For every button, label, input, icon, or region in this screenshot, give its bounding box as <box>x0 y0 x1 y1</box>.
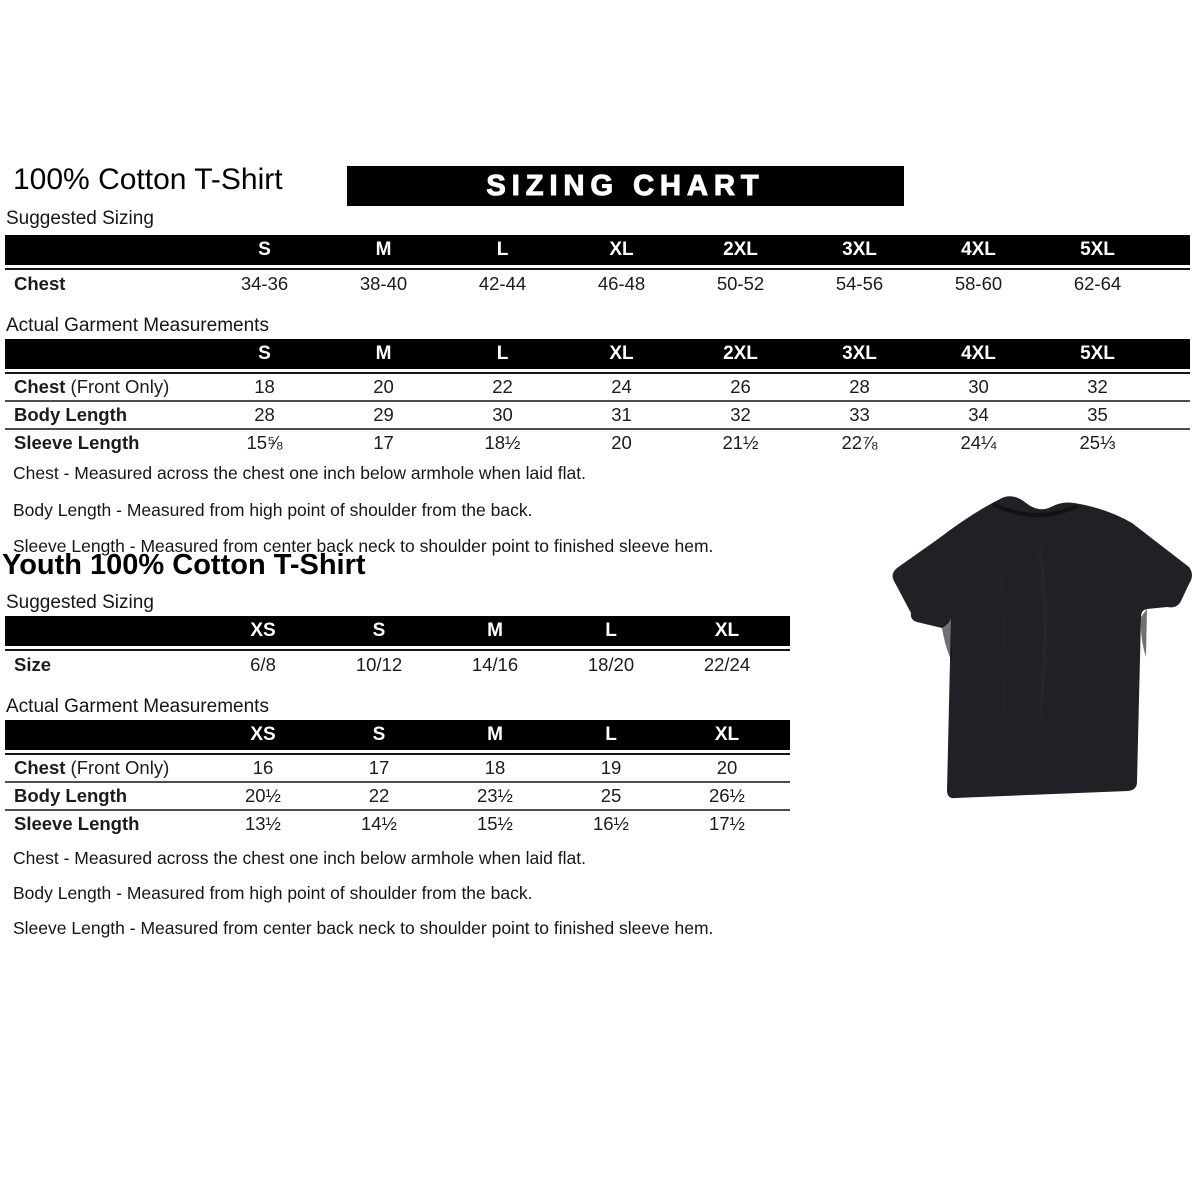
corner-cell <box>5 339 205 372</box>
tshirt-image <box>890 487 1195 805</box>
measurement-note: Chest - Measured across the chest one inch below armhole when laid flat. <box>13 463 586 483</box>
sizing-chart-banner: SIZING CHART <box>347 166 904 206</box>
row-label-suffix: (Front Only) <box>65 757 170 778</box>
table-row <box>5 649 790 678</box>
corner-cell <box>5 235 205 268</box>
size-column-header: 4XL <box>919 339 1038 372</box>
cell: 22/24 <box>669 649 785 678</box>
cell: 35 <box>1038 402 1157 430</box>
cell: 16 <box>205 753 321 783</box>
cell: 19 <box>553 753 669 783</box>
cell: 17 <box>373 432 394 453</box>
pad-cell <box>1157 402 1190 430</box>
cell: 21½ <box>722 432 759 453</box>
cell: 30 <box>443 402 562 430</box>
row-label-text: Sleeve Length <box>14 813 140 834</box>
size-column-header: M <box>324 235 443 268</box>
cell: 29 <box>324 402 443 430</box>
youth-measurement-notes <box>13 841 713 946</box>
adult-garment-table <box>5 339 1190 456</box>
pad-cell <box>1157 372 1190 402</box>
measurement-note: Sleeve Length - Measured from center back neck to shoulder point to finished sleeve hem. <box>13 918 714 938</box>
cell: 32 <box>681 402 800 430</box>
table-row <box>5 783 790 811</box>
cell: 24 <box>562 372 681 402</box>
row-label-suffix: (Front Only) <box>65 376 170 397</box>
pad-cell <box>1157 430 1190 456</box>
header-row <box>5 235 1190 268</box>
size-column-header: XL <box>669 616 785 649</box>
size-column-header: 5XL <box>1038 235 1157 268</box>
size-column-header: 5XL <box>1038 339 1157 372</box>
cell: 18½ <box>484 432 521 453</box>
cell: 42-44 <box>443 268 562 297</box>
adult-suggested-table <box>5 235 1190 297</box>
tshirt-sleeve-shadow-right <box>1141 609 1147 657</box>
measurement-note: Sleeve Length - Measured from center back neck to shoulder point to finished sleeve hem. <box>13 536 714 556</box>
cell: 23½ <box>437 783 553 811</box>
size-column-header: L <box>443 235 562 268</box>
cell: 22⅞ <box>841 432 878 453</box>
row-label <box>5 268 205 297</box>
measurement-note: Body Length - Measured from high point of shoulder from the back. <box>13 883 533 903</box>
table-row <box>5 372 1190 402</box>
cell: 20 <box>669 753 785 783</box>
cell: 17½ <box>708 813 745 834</box>
cell: 25⅓ <box>1079 432 1116 453</box>
table-row <box>5 430 1190 456</box>
header-row <box>5 720 790 753</box>
cell: 14/16 <box>437 649 553 678</box>
cell: 33 <box>800 402 919 430</box>
cell: 20 <box>324 372 443 402</box>
size-column-header: L <box>553 720 669 753</box>
cell: 32 <box>1038 372 1157 402</box>
size-column-header: 2XL <box>681 339 800 372</box>
table-row <box>5 811 790 837</box>
cell: 22 <box>443 372 562 402</box>
cell: 16½ <box>592 813 629 834</box>
cell: 22 <box>321 783 437 811</box>
size-column-header: L <box>553 616 669 649</box>
pad-cell <box>1157 268 1190 297</box>
size-column-header: XL <box>562 235 681 268</box>
table-row <box>5 402 1190 430</box>
size-column-header: XL <box>562 339 681 372</box>
cell: 15⅝ <box>246 432 283 453</box>
size-column-header: XL <box>669 720 785 753</box>
corner-cell <box>5 616 205 649</box>
size-column-header: M <box>324 339 443 372</box>
youth-garment-table <box>5 720 790 837</box>
measurement-note: Chest - Measured across the chest one inch below armhole when laid flat. <box>13 848 586 868</box>
cell: 30 <box>919 372 1038 402</box>
cell: 13½ <box>244 813 281 834</box>
size-column-header: M <box>437 616 553 649</box>
size-column-header: M <box>437 720 553 753</box>
cell: 28 <box>800 372 919 402</box>
cell: 34 <box>919 402 1038 430</box>
size-column-header: XS <box>205 616 321 649</box>
size-column-header: L <box>443 339 562 372</box>
header-row <box>5 616 790 649</box>
tshirt-body-shape <box>893 496 1192 798</box>
cell: 26 <box>681 372 800 402</box>
header-row <box>5 339 1190 372</box>
size-column-header: 3XL <box>800 339 919 372</box>
row-label-text: Chest <box>14 376 66 397</box>
cell: 20 <box>611 432 632 453</box>
adult-suggested-heading: Suggested Sizing <box>6 208 154 229</box>
cell: 17 <box>321 753 437 783</box>
size-column-header: 3XL <box>800 235 919 268</box>
table-row <box>5 268 1190 297</box>
cell: 18 <box>437 753 553 783</box>
row-label <box>5 649 205 678</box>
cell: 26½ <box>669 783 785 811</box>
cell: 14½ <box>360 813 397 834</box>
adult-title: 100% Cotton T-Shirt <box>13 163 283 196</box>
size-column-header: XS <box>205 720 321 753</box>
cell: 34-36 <box>205 268 324 297</box>
size-column-header: 2XL <box>681 235 800 268</box>
cell: 24¼ <box>960 432 997 453</box>
cell: 18 <box>205 372 324 402</box>
size-column-header: S <box>205 235 324 268</box>
row-label <box>5 811 205 837</box>
cell: 28 <box>205 402 324 430</box>
table-row <box>5 753 790 783</box>
cell: 20½ <box>205 783 321 811</box>
row-label-text: Body Length <box>14 404 128 425</box>
pad-cell <box>1157 339 1190 372</box>
row-label-text: Chest <box>14 272 66 294</box>
row-label <box>5 783 205 811</box>
size-column-header: 4XL <box>919 235 1038 268</box>
youth-suggested-table <box>5 616 790 678</box>
cell: 50-52 <box>681 268 800 297</box>
pad-cell <box>785 753 790 783</box>
cell: 58-60 <box>919 268 1038 297</box>
row-label-text: Body Length <box>14 785 128 806</box>
row-label <box>5 372 205 402</box>
cell: 6/8 <box>205 649 321 678</box>
size-column-header: S <box>321 720 437 753</box>
size-column-header: S <box>321 616 437 649</box>
adult-garment-heading: Actual Garment Measurements <box>6 315 269 336</box>
measurement-note: Body Length - Measured from high point of shoulder from the back. <box>13 499 533 520</box>
row-label-text: Chest <box>14 757 66 778</box>
cell: 46-48 <box>562 268 681 297</box>
row-label-text: Size <box>14 653 52 675</box>
pad-cell <box>785 783 790 811</box>
corner-cell <box>5 720 205 753</box>
cell: 25 <box>553 783 669 811</box>
pad-cell <box>785 720 790 753</box>
cell: 62-64 <box>1038 268 1157 297</box>
youth-title: Youth 100% Cotton T-Shirt <box>2 549 366 581</box>
pad-cell <box>1157 235 1190 268</box>
cell: 18/20 <box>553 649 669 678</box>
row-label-text: Sleeve Length <box>14 432 140 453</box>
cell: 10/12 <box>321 649 437 678</box>
row-label <box>5 402 205 430</box>
pad-cell <box>785 616 790 649</box>
pad-cell <box>785 811 790 837</box>
row-label <box>5 753 205 783</box>
pad-cell <box>785 649 790 678</box>
youth-garment-heading: Actual Garment Measurements <box>6 696 269 717</box>
cell: 54-56 <box>800 268 919 297</box>
cell: 38-40 <box>324 268 443 297</box>
cell: 31 <box>562 402 681 430</box>
row-label <box>5 430 205 456</box>
cell: 15½ <box>476 813 513 834</box>
size-column-header: S <box>205 339 324 372</box>
youth-suggested-heading: Suggested Sizing <box>6 592 154 613</box>
